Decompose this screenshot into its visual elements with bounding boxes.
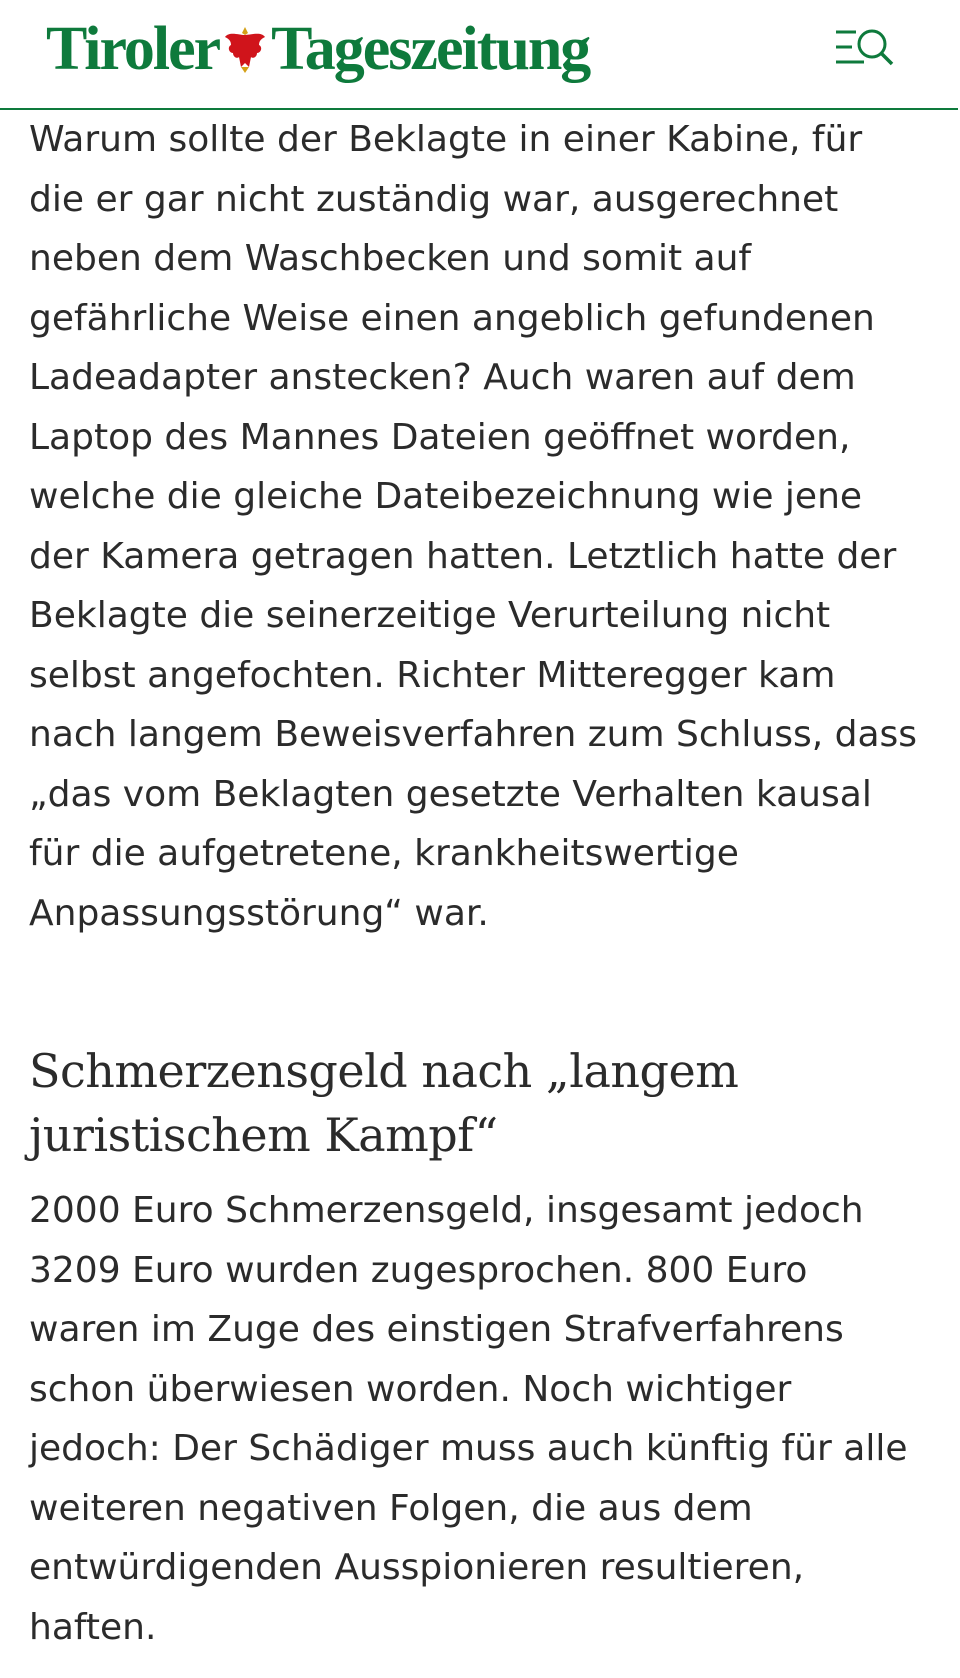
article-paragraph [29, 110, 939, 943]
text-line: selbst angefochten. Richter Mitteregger kam [29, 654, 836, 696]
tyrolean-eagle-icon [223, 23, 267, 75]
heading-line: juristischem Kampf“ [29, 1108, 498, 1162]
site-logo[interactable] [46, 14, 589, 84]
site-header [0, 0, 958, 110]
text-line: Laptop des Mannes Dateien geöffnet worden, [29, 416, 851, 458]
text-line: neben dem Waschbecken und somit auf [29, 238, 752, 279]
text-line: der Kamera getragen hatten. Letztlich hatte der [29, 535, 897, 577]
text-line: 3209 Euro wurden zugesprochen. 800 Euro [29, 1249, 808, 1291]
text-line: haften. [29, 1606, 157, 1648]
text-line: 2000 Euro Schmerzensgeld, insgesamt jedoch [29, 1190, 864, 1231]
logo-text-tageszeitung: Tageszeitung [271, 14, 590, 83]
text-line: weiteren negativen Folgen, die aus dem [29, 1487, 753, 1529]
logo-text-tiroler: Tiroler [46, 14, 220, 83]
text-line: jedoch: Der Schädiger muss auch künftig für alle [29, 1428, 908, 1469]
text-line: Ladeadapter anstecken? Auch waren auf dem [29, 357, 856, 398]
text-line: entwürdigenden Ausspionieren resultieren, [29, 1547, 805, 1588]
text-line: „das vom Beklagten gesetzte Verhalten kausal [29, 773, 872, 815]
article-paragraph [29, 1181, 939, 1657]
text-line: Anpassungsstörung“ war. [29, 892, 489, 934]
menu-search-button[interactable] [832, 22, 900, 72]
text-line: Beklagte die seinerzeitige Verurteilung nicht [29, 595, 831, 636]
text-line: welche die gleiche Dateibezeichnung wie jene [29, 476, 863, 517]
text-line: gefährliche Weise einen angeblich gefundenen [29, 297, 875, 339]
article-body [29, 110, 939, 1657]
text-line: nach langem Beweisverfahren zum Schluss, dass [29, 714, 918, 755]
text-line: waren im Zuge des einstigen Strafverfahrens [29, 1309, 844, 1350]
menu-search-icon [832, 22, 900, 72]
text-line: für die aufgetretene, krankheitswertige [29, 833, 739, 874]
section-heading [29, 1039, 939, 1167]
text-line: Warum sollte der Beklagte in einer Kabine, für [29, 119, 863, 160]
heading-line: Schmerzensgeld nach „langem [29, 1044, 739, 1098]
text-line: schon überwiesen worden. Noch wichtiger [29, 1368, 792, 1410]
text-line: die er gar nicht zuständig war, ausgerechnet [29, 178, 839, 220]
